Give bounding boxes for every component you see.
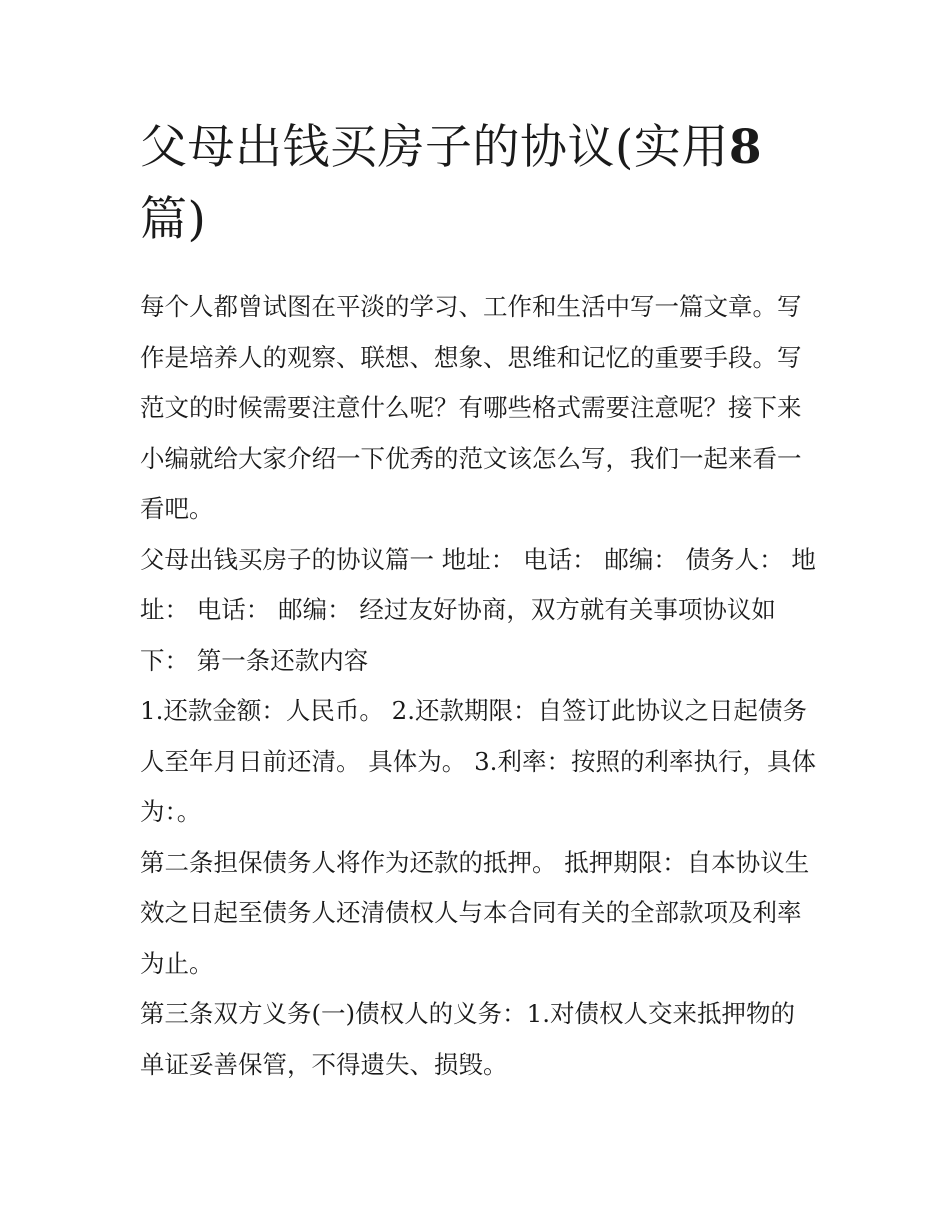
intro-paragraph: 每个人都曾试图在平淡的学习、工作和生活中写一篇文章。写作是培养人的观察、联想、想象、思维和记忆的重要手段。写范文的时候需要注意什么呢？有哪些格式需要注意呢？接下来小编就给大家介绍一下优秀的范文该怎么写，我们一起来看一看吧。 xyxy=(140,292,802,523)
document-body xyxy=(140,282,816,1090)
title-text: 父母出钱买房子的协议(实用 xyxy=(140,120,729,175)
title-end: 篇) xyxy=(140,192,207,247)
document-page xyxy=(140,112,816,1090)
agreement-header-paragraph: 父母出钱买房子的协议篇一 地址： 电话： 邮编： 债务人： 地址： 电话： 邮编： 经过友好协商，双方就有关事项协议如下： 第一条还款内容 xyxy=(140,544,816,675)
title-number: 8 xyxy=(728,120,763,175)
repayment-terms-paragraph: 1.还款金额：人民币。 2.还款期限：自签订此协议之日起债务人至年月日前还清。 具体为。 3.利率：按照的利率执行，具体为：。 xyxy=(140,696,816,826)
guarantee-paragraph: 第二条担保债务人将作为还款的抵押。 抵押期限：自本协议生效之日起至债务人还清债权人与本合同有关的全部款项及利率为止。 xyxy=(140,847,810,978)
obligations-paragraph: 第三条双方义务(一)债权人的义务：1.对债权人交来抵押物的单证妥善保管，不得遗失、损毁。 xyxy=(140,999,795,1079)
document-title xyxy=(140,112,816,256)
